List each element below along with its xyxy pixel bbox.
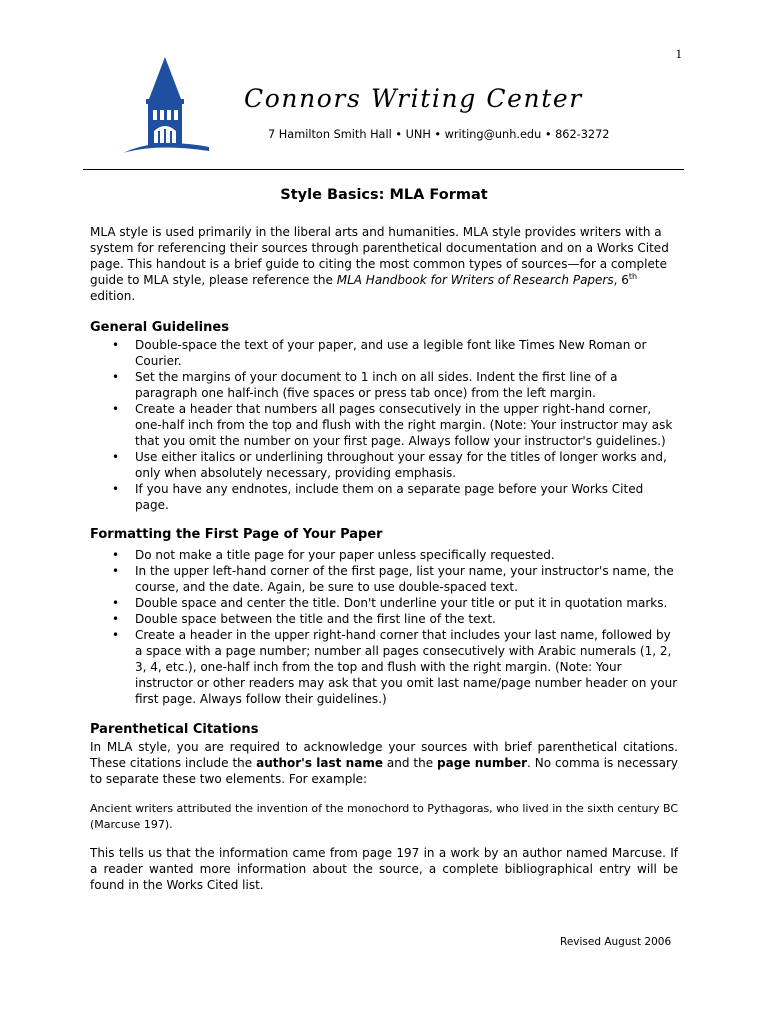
revision-note: Revised August 2006 — [560, 936, 672, 948]
page-number-term: page number — [437, 756, 527, 770]
document-title: Style Basics: MLA Format — [280, 187, 488, 203]
organization-name: Connors Writing Center — [244, 84, 583, 113]
list-item: • Double space between the title and the first line of the text. — [90, 611, 680, 627]
header-divider — [83, 169, 684, 170]
list-item: • If you have any endnotes, include them on a separate page before your Works Cited page. — [90, 481, 680, 513]
list-item: • Create a header that numbers all pages consecutively in the upper right-hand corner, one-half inch from the top and flush with the right margin. (Note: Your instructor may ask that you omit the number on your first page. Always follow your instructor's guidelines.) — [90, 401, 680, 449]
general-guidelines-heading: General Guidelines — [90, 320, 229, 335]
citation-explanation: This tells us that the information came from page 197 in a work by an author named Marcuse. If a reader wanted more information about the source, a complete bibliographical entry will be found in the Works Cited list. — [90, 846, 678, 892]
citations-heading: Parenthetical Citations — [90, 722, 259, 737]
author-last-name-term: author's last name — [256, 756, 383, 770]
list-item: • Use either italics or underlining throughout your essay for the titles of longer works and, only when absolutely necessary, providing emphasis. — [90, 449, 680, 481]
handbook-title: MLA Handbook for Writers of Research Papers — [336, 273, 614, 287]
organization-contact: 7 Hamilton Smith Hall • UNH • writing@unh.edu • 862-3272 — [268, 128, 610, 141]
list-item: • Create a header in the upper right-hand corner that includes your last name, followed by a space with a page number; number all pages consecutively with Arabic numerals (1, 2, 3, 4, etc.), one-half inch from the top and flush with the right margin. (Note: Your instructor or other readers may ask that you omit last name/page number header on your first page. Always follow their guidelines.) — [90, 627, 680, 707]
first-page-list — [90, 547, 680, 707]
list-item: • Do not make a title page for your paper unless specifically requested. — [90, 547, 680, 563]
citations-paragraph: In MLA style, you are required to acknowledge your sources with brief parenthetical citations. These citations include the author's last name and the page number. No comma is necessary to separate these two elements. For example: — [90, 740, 678, 786]
clock-tower-logo — [117, 55, 213, 155]
list-item: • Set the margins of your document to 1 inch on all sides. Indent the first line of a paragraph one half-inch (five spaces or press tab once) from the left margin. — [90, 369, 680, 401]
page-number: 1 — [675, 46, 682, 61]
list-item: • In the upper left-hand corner of the first page, list your name, your instructor's name, the course, and the date. Again, be sure to use double-spaced text. — [90, 563, 680, 595]
citation-example: Ancient writers attributed the invention of the monochord to Pythagoras, who lived in the sixth century BC (Marcuse 197). — [90, 802, 679, 831]
list-item: • Double space and center the title. Don't underline your title or put it in quotation marks. — [90, 595, 680, 611]
intro-paragraph: MLA style is used primarily in the liberal arts and humanities. MLA style provides writers with a system for referencing their sources through parenthetical documentation and on a Works Cited page. This handout is a brief guide to citing the most common types of sources—for a complete guide to MLA style, please reference the MLA Handbook for Writers of Research Papers, 6th edition. — [90, 225, 669, 303]
list-item: • Double-space the text of your paper, and use a legible font like Times New Roman or Courier. — [90, 337, 680, 369]
general-guidelines-list — [90, 337, 680, 513]
first-page-heading: Formatting the First Page of Your Paper — [90, 527, 383, 542]
